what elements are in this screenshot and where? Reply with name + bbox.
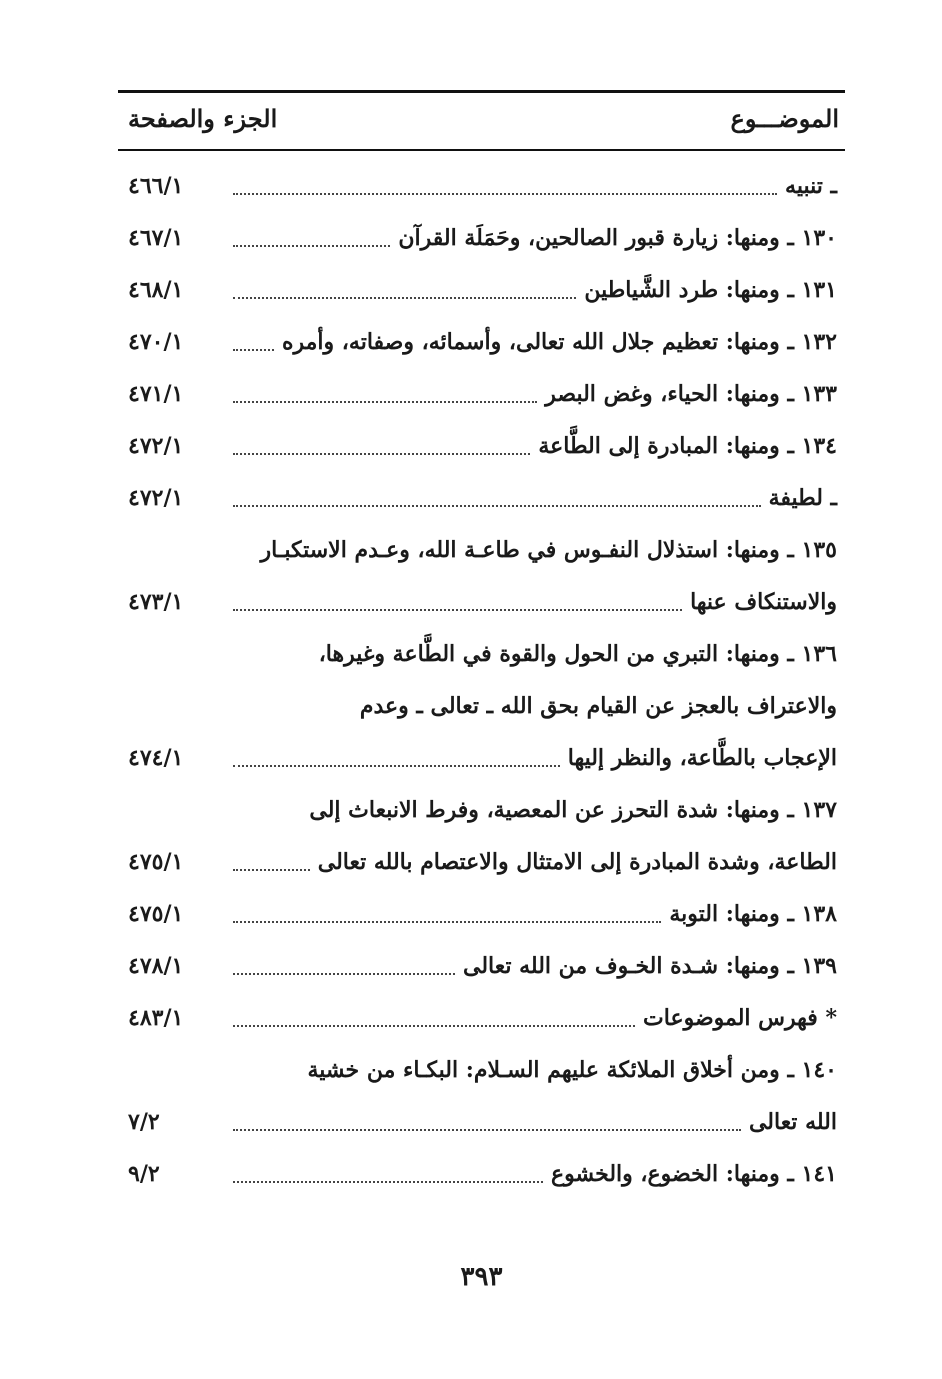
toc-entry-title: ١٣٦ ـ ومنها: التبري من الحول والقوة في الطَّاعة وغيرها، xyxy=(318,641,837,667)
toc-entry-line xyxy=(118,836,845,888)
toc-page-ref: ٤٦٨/١ xyxy=(128,277,184,303)
toc-entry-title: والاستنكاف عنها xyxy=(690,589,837,615)
dot-leader xyxy=(233,297,576,299)
dot-leader xyxy=(233,1025,635,1027)
toc-entry-title: الإعجاب بالطَّاعة، والنظر إليها xyxy=(567,745,837,771)
toc-entry-line xyxy=(118,1148,845,1200)
topic-column-header: الموضـــوع xyxy=(730,104,839,133)
toc-entry-line xyxy=(118,888,845,940)
toc-entry-title: ١٣٨ ـ ومنها: التوبة xyxy=(669,901,837,927)
toc-page-ref: ٤٧٤/١ xyxy=(128,745,184,771)
header-rule xyxy=(118,149,845,151)
toc-entry xyxy=(118,628,845,784)
toc-entry-line xyxy=(118,940,845,992)
dot-leader xyxy=(233,609,682,611)
toc-entry-title: ١٣٤ ـ ومنها: المبادرة إلى الطَّاعة xyxy=(538,433,837,459)
toc-entry xyxy=(118,472,845,524)
toc-entry xyxy=(118,992,845,1044)
toc-entry-line xyxy=(118,420,845,472)
dot-leader xyxy=(233,349,274,351)
toc-page-ref: ٤٦٦/١ xyxy=(128,173,184,199)
toc-entry xyxy=(118,1044,845,1148)
toc-entry-line xyxy=(118,264,845,316)
toc-entry-line xyxy=(118,784,845,836)
toc-entry-title: ١٣٠ ـ ومنها: زيارة قبور الصالحين، وحَمَلَة القرآن xyxy=(398,225,837,251)
toc-page-ref: ٩/٢ xyxy=(128,1161,160,1187)
toc-entry-title: ١٣١ ـ ومنها: طرد الشَّياطين xyxy=(584,277,837,303)
page-number: ٣٩٣ xyxy=(460,1262,503,1292)
toc-page-ref: ٤٧٢/١ xyxy=(128,485,184,511)
toc-page-ref: ٤٦٧/١ xyxy=(128,225,184,251)
toc-page-ref: ٧/٢ xyxy=(128,1109,160,1135)
toc-entry xyxy=(118,940,845,992)
toc-entry-line xyxy=(118,628,845,680)
toc-entry-line xyxy=(118,680,845,732)
toc-entry xyxy=(118,888,845,940)
dot-leader xyxy=(233,869,310,871)
toc-page-ref: ٤٧٣/١ xyxy=(128,589,184,615)
toc-entry-title: ١٣٥ ـ ومنها: استذلال النفـوس في طاعـة الله، وعـدم الاستكبـار xyxy=(260,537,837,563)
toc-entry-line xyxy=(118,1044,845,1096)
dot-leader xyxy=(233,1129,741,1131)
toc-entry xyxy=(118,160,845,212)
toc-entries xyxy=(118,160,845,1200)
toc-entry-line xyxy=(118,732,845,784)
toc-entry-title: ـ لطيفة xyxy=(768,485,837,511)
toc-entry-title: ١٤١ ـ ومنها: الخضوع، والخشوع xyxy=(551,1161,837,1187)
dot-leader xyxy=(233,1181,543,1183)
toc-entry-title: ١٤٠ ـ ومن أخلاق الملائكة عليهم السـلام: البكـاء من خشية xyxy=(307,1057,837,1083)
toc-page-ref: ٤٧٥/١ xyxy=(128,901,184,927)
toc-entry xyxy=(118,264,845,316)
toc-entry-line xyxy=(118,368,845,420)
toc-page-ref: ٤٧٠/١ xyxy=(128,329,184,355)
toc-entry xyxy=(118,784,845,888)
dot-leader xyxy=(233,505,761,507)
toc-entry-line xyxy=(118,212,845,264)
toc-entry-title: ١٣٢ ـ ومنها: تعظيم جلال الله تعالى، وأسمائه، وصفاته، وأمره xyxy=(281,329,837,355)
toc-entry xyxy=(118,1148,845,1200)
dot-leader xyxy=(233,245,390,247)
toc-entry-line xyxy=(118,576,845,628)
dot-leader xyxy=(233,193,777,195)
toc-entry-line xyxy=(118,1096,845,1148)
toc-entry-line xyxy=(118,316,845,368)
toc-entry xyxy=(118,420,845,472)
toc-entry-line xyxy=(118,992,845,1044)
toc-page-ref: ٤٧٨/١ xyxy=(128,953,184,979)
toc-entry-title: والاعتراف بالعجز عن القيام بحق الله ـ تعالى ـ وعدم xyxy=(359,693,837,719)
top-rule xyxy=(118,90,845,93)
toc-entry-title: ١٣٣ ـ ومنها: الحياء، وغض البصر xyxy=(545,381,837,407)
dot-leader xyxy=(233,921,661,923)
toc-entry-title: ١٣٩ ـ ومنها: شـدة الخـوف من الله تعالى xyxy=(462,953,837,979)
toc-entry-title: الطاعة، وشدة المبادرة إلى الامتثال والاعتصام بالله تعالى xyxy=(317,849,837,875)
dot-leader xyxy=(233,453,530,455)
toc-entry xyxy=(118,524,845,628)
dot-leader xyxy=(233,973,455,975)
toc-entry-title: الله تعالى xyxy=(748,1109,837,1135)
toc-entry-title: ١٣٧ ـ ومنها: شدة التحرز عن المعصية، وفرط الانبعاث إلى xyxy=(309,797,837,823)
toc-entry-line xyxy=(118,472,845,524)
toc-page-ref: ٤٧١/١ xyxy=(128,381,184,407)
toc-entry xyxy=(118,316,845,368)
toc-entry-line xyxy=(118,524,845,576)
toc-entry xyxy=(118,368,845,420)
toc-entry xyxy=(118,212,845,264)
toc-entry-line xyxy=(118,160,845,212)
dot-leader xyxy=(233,765,560,767)
toc-entry-title: ـ تنبيه xyxy=(785,173,837,199)
toc-entry-title: * فهرس الموضوعات xyxy=(643,1005,837,1031)
dot-leader xyxy=(233,401,537,403)
toc-page-ref: ٤٧٢/١ xyxy=(128,433,184,459)
toc-page-ref: ٤٧٥/١ xyxy=(128,849,184,875)
toc-page xyxy=(118,0,845,1379)
toc-page-ref: ٤٨٣/١ xyxy=(128,1005,184,1031)
page-column-header: الجزء والصفحة xyxy=(128,104,278,133)
